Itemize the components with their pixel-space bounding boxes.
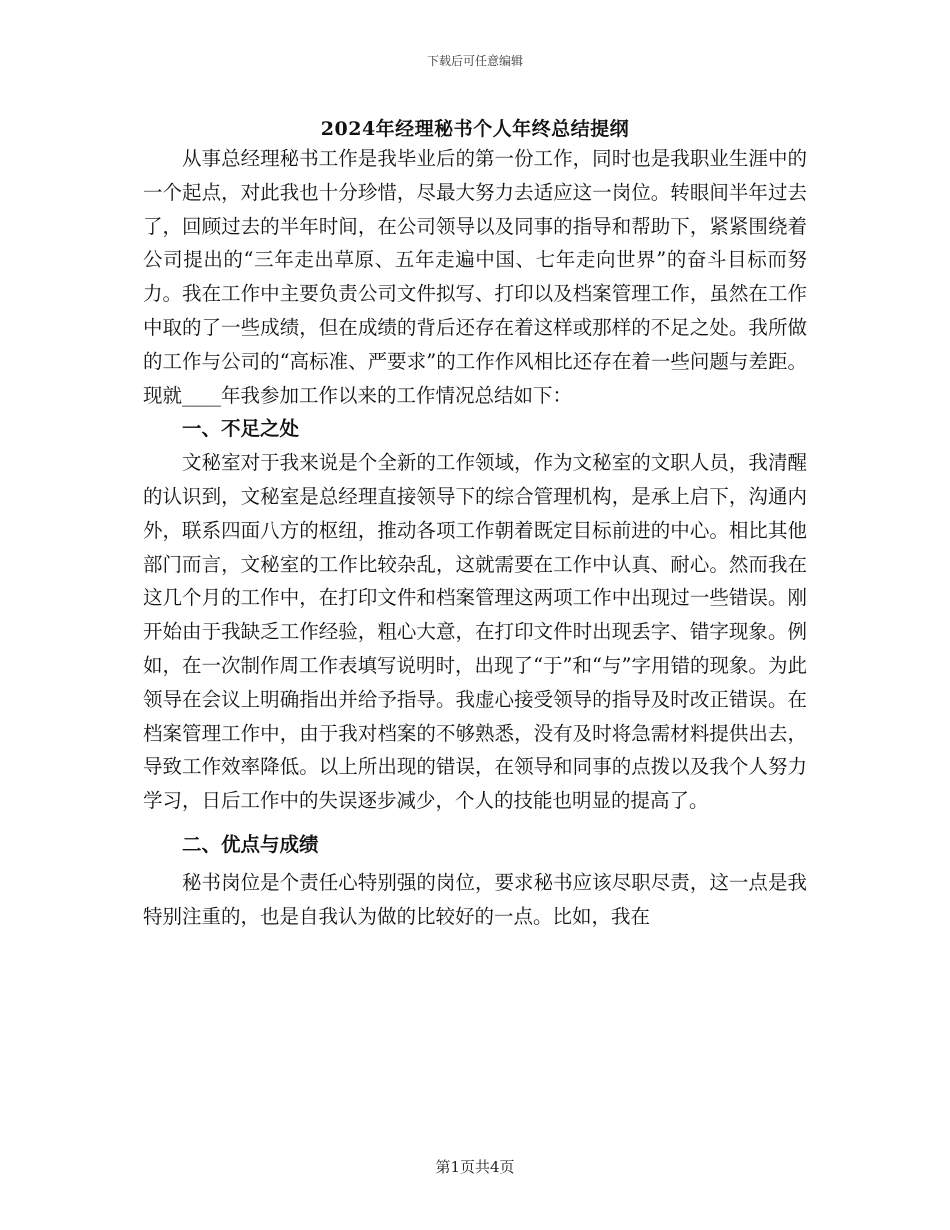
section-2-paragraph: 秘书岗位是个责任心特别强的岗位，要求秘书应该尽职尽责，这一点是我特别注重的，也是自我认为做的比较好的一点。比如，我在	[143, 870, 807, 928]
intro-paragraph: 从事总经理秘书工作是我毕业后的第一份工作，同时也是我职业生涯中的一个起点，对此我也十分珍惜，尽最大努力去适应这一岗位。转眼间半年过去了，回顾过去的半年时间，在公司领导以及同事的指导和帮助下，紧紧围绕着公司提出的“三年走出草原、五年走遍中国、七年走向世界”的奋斗目标而努力。我在工作中主要负责公司文件拟写、打印以及档案管理工作，虽然在工作中取的了一些成绩，但在成绩的背后还存在着这样或那样的不足之处。我所做的工作与公司的“高标准、严要求”的工作作风相比还存在着一些问题与差距。现就____年我参加工作以来的工作情况总结如下：	[143, 147, 807, 407]
section-1-paragraph: 文秘室对于我来说是个全新的工作领域，作为文秘室的文职人员，我清醒的认识到，文秘室是总经理直接领导下的综合管理机构，是承上启下，沟通内外，联系四面八方的枢纽，推动各项工作朝着既定目标前进的中心。相比其他部门而言，文秘室的工作比较杂乱，这就需要在工作中认真、耐心。然而我在这几个月的工作中，在打印文件和档案管理这两项工作中出现过一些错误。刚开始由于我缺乏工作经验，粗心大意，在打印文件时出现丢字、错字现象。例如，在一次制作周工作表填写说明时，出现了“于”和“与”字用错的现象。为此领导在会议上明确指出并给予指导。我虚心接受领导的指导及时改正错误。在档案管理工作中，由于我对档案的不够熟悉，没有及时将急需材料提供出去，导致工作效率降低。以上所出现的错误，在领导和同事的点拨以及我个人努力学习，日后工作中的失误逐步减少，个人的技能也明显的提高了。	[143, 451, 807, 813]
section-2-heading: 二、优点与成绩	[182, 832, 319, 856]
header-note: 下载后可任意编辑	[426, 54, 523, 68]
document-body	[143, 142, 807, 933]
page-number-footer: 第1页共4页	[435, 1158, 515, 1176]
section-1-heading: 一、不足之处	[182, 417, 300, 441]
document-title: 2024年经理秘书个人年终总结提纲	[320, 118, 630, 140]
